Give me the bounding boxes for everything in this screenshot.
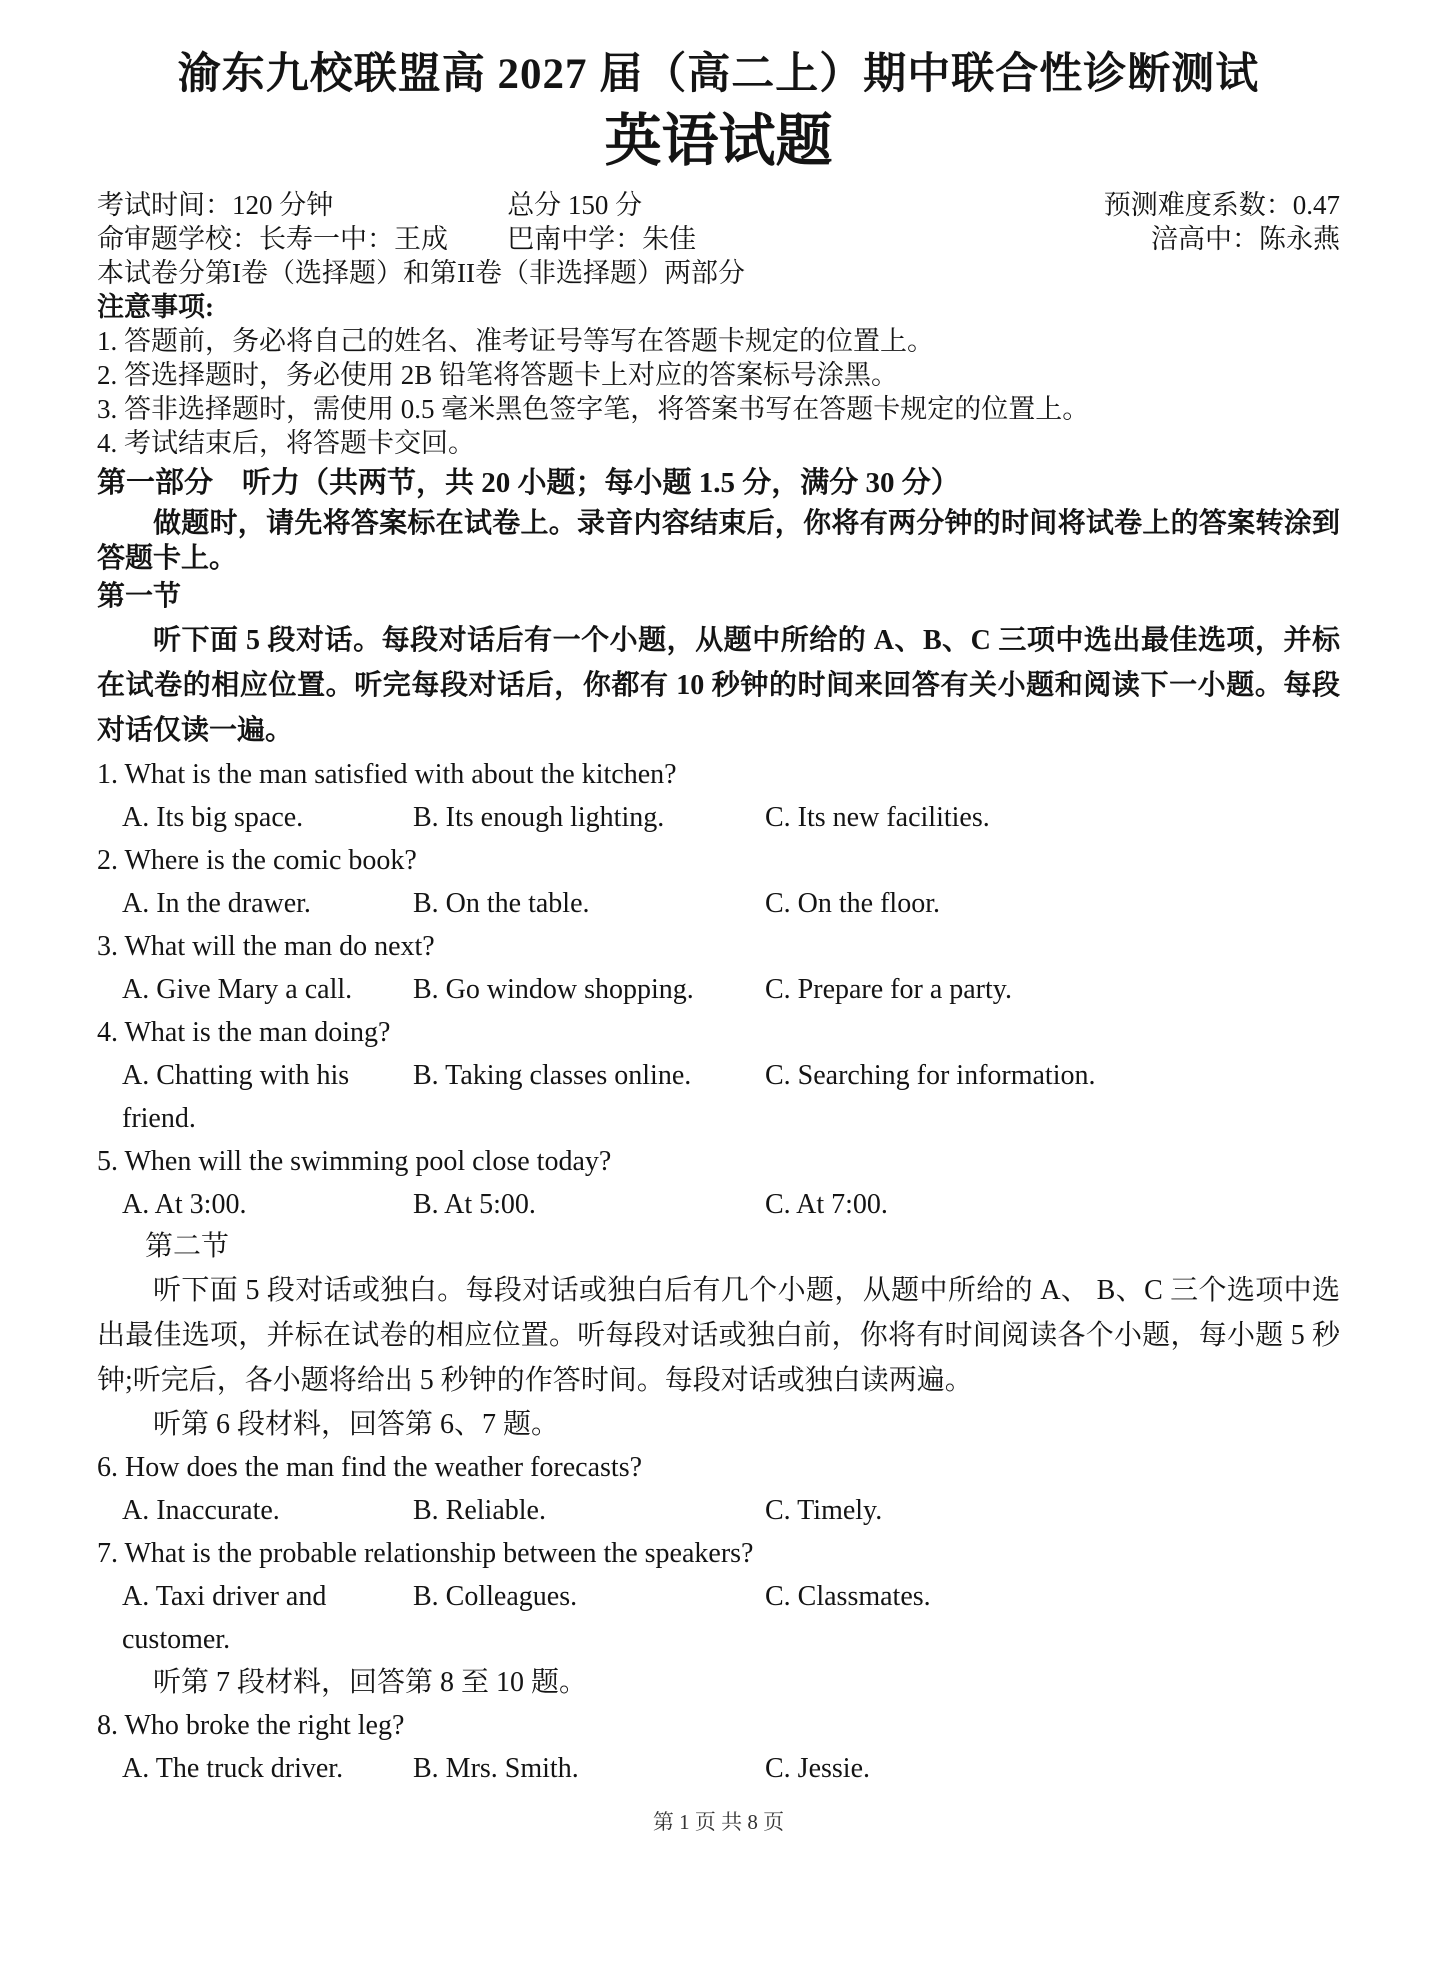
- option-c: C. On the floor.: [765, 888, 940, 920]
- option-c: C. Classmates.: [765, 1581, 931, 1613]
- notice-title: 注意事项:: [97, 292, 214, 323]
- exam-meta: [97, 188, 1340, 256]
- option-b: B. Reliable.: [413, 1495, 546, 1527]
- option-a: A. Taxi driver and customer.: [122, 1581, 327, 1656]
- part1-sections: [97, 576, 1340, 1790]
- options-row: [122, 796, 1340, 839]
- question-text: 1. What is the man satisfied with about the kitchen?: [97, 759, 677, 791]
- exam-subtitle: 英语试题: [604, 109, 833, 173]
- option-a: A. The truck driver.: [122, 1753, 344, 1785]
- option-c: C. Timely.: [765, 1495, 883, 1527]
- meta-row-1: [97, 188, 1340, 222]
- option-b: B. At 5:00.: [413, 1189, 536, 1221]
- material-note: 听第 7 段材料，回答第 8 至 10 题。: [153, 1667, 588, 1699]
- option-c: C. Prepare for a party.: [765, 974, 1012, 1006]
- options-row: [122, 1054, 1340, 1140]
- options-row: [122, 1183, 1340, 1226]
- question-4: [97, 1011, 1340, 1140]
- page-footer: 第 1 页 共 8 页: [652, 1810, 785, 1834]
- option-c: C. Searching for information.: [765, 1060, 1096, 1092]
- part1-intro: 做题时，请先将答案标在试卷上。录音内容结束后，你将有两分钟的时间将试卷上的答案转涂到答题卡上。: [97, 508, 1340, 575]
- paper-structure-note: 本试卷分第I卷（选择题）和第II卷（非选择题）两部分: [97, 258, 745, 289]
- options-row: [122, 1747, 1340, 1790]
- exam-total-score: 总分 150 分: [507, 190, 643, 221]
- option-a: A. Inaccurate.: [122, 1495, 280, 1527]
- notice-item-2: 2. 答选择题时，务必使用 2B 铅笔将答题卡上对应的答案标号涂黑。: [97, 360, 899, 391]
- exam-duration: 考试时间：120 分钟: [97, 190, 334, 221]
- question-8: [97, 1704, 1340, 1790]
- question-7: [97, 1532, 1340, 1661]
- options-row: [122, 968, 1340, 1011]
- question-text: 8. Who broke the right leg?: [97, 1710, 405, 1742]
- section-instructions: 听下面 5 段对话。每段对话后有一个小题，从题中所给的 A、B、C 三项中选出最佳选项，并标在试卷的相应位置。听完每段对话后，你都有 10 秒钟的时间来回答有关小题和阅读下一小题。每段对话仅读一遍。: [97, 625, 1340, 747]
- option-a: A. At 3:00.: [122, 1189, 247, 1221]
- option-b: B. Go window shopping.: [413, 974, 694, 1006]
- question-6: [97, 1446, 1340, 1532]
- question-1: [97, 753, 1340, 839]
- option-a: A. Chatting with his friend.: [122, 1060, 350, 1135]
- option-c: C. Its new facilities.: [765, 802, 990, 834]
- option-a: A. In the drawer.: [122, 888, 311, 920]
- notice-item-1: 1. 答题前，务必将自己的姓名、准考证号等写在答题卡规定的位置上。: [97, 326, 934, 357]
- setter-school-3: 涪高中：陈永燕: [1151, 224, 1340, 255]
- setter-school-1: 命审题学校：长寿一中：王成: [97, 224, 448, 255]
- options-row: [122, 1575, 1340, 1661]
- option-b: B. Taking classes online.: [413, 1060, 692, 1092]
- option-b: B. Colleagues.: [413, 1581, 578, 1613]
- material-note: 听第 6 段材料，回答第 6、7 题。: [153, 1409, 560, 1441]
- part1-heading: 第一部分 听力（共两节，共 20 小题；每小题 1.5 分，满分 30 分）: [97, 467, 960, 500]
- question-2: [97, 839, 1340, 925]
- question-text: 3. What will the man do next?: [97, 931, 435, 963]
- setter-school-2: 巴南中学：朱佳: [507, 224, 697, 255]
- exam-title: 渝东九校联盟高 2027 届（高二上）期中联合性诊断测试: [177, 51, 1260, 98]
- section-heading: 第一节: [97, 581, 182, 613]
- option-b: B. Mrs. Smith.: [413, 1753, 579, 1785]
- meta-row-2: [97, 222, 1340, 256]
- listening-section-1: [97, 576, 1340, 1226]
- option-a: A. Give Mary a call.: [122, 974, 353, 1006]
- option-b: B. Its enough lighting.: [413, 802, 665, 834]
- question-text: 7. What is the probable relationship between the speakers?: [97, 1538, 754, 1570]
- options-row: [122, 882, 1340, 925]
- question-text: 5. When will the swimming pool close today?: [97, 1146, 612, 1178]
- option-c: C. At 7:00.: [765, 1189, 888, 1221]
- notice-item-3: 3. 答非选择题时，需使用 0.5 毫米黑色签字笔，将答案书写在答题卡规定的位置上。: [97, 394, 1090, 425]
- section-heading: 第二节: [145, 1231, 230, 1263]
- listening-section-2: [97, 1226, 1340, 1790]
- option-c: C. Jessie.: [765, 1753, 870, 1785]
- options-row: [122, 1489, 1340, 1532]
- question-text: 2. Where is the comic book?: [97, 845, 417, 877]
- question-text: 6. How does the man find the weather forecasts?: [97, 1452, 643, 1484]
- section-instructions: 听下面 5 段对话或独白。每段对话或独白后有几个小题，从题中所给的 A、 B、C 三个选项中选出最佳选项，并标在试卷的相应位置。听每段对话或独白前，你将有时间阅读各个小题，每小题 5 秒钟;听完后，各小题将给出 5 秒钟的作答时间。每段对话或独白读两遍。: [97, 1275, 1340, 1397]
- notice-item-4: 4. 考试结束后，将答题卡交回。: [97, 428, 475, 459]
- question-text: 4. What is the man doing?: [97, 1017, 391, 1049]
- question-5: [97, 1140, 1340, 1226]
- option-a: A. Its big space.: [122, 802, 304, 834]
- difficulty-coefficient: 预测难度系数：0.47: [1103, 190, 1340, 221]
- option-b: B. On the table.: [413, 888, 590, 920]
- question-3: [97, 925, 1340, 1011]
